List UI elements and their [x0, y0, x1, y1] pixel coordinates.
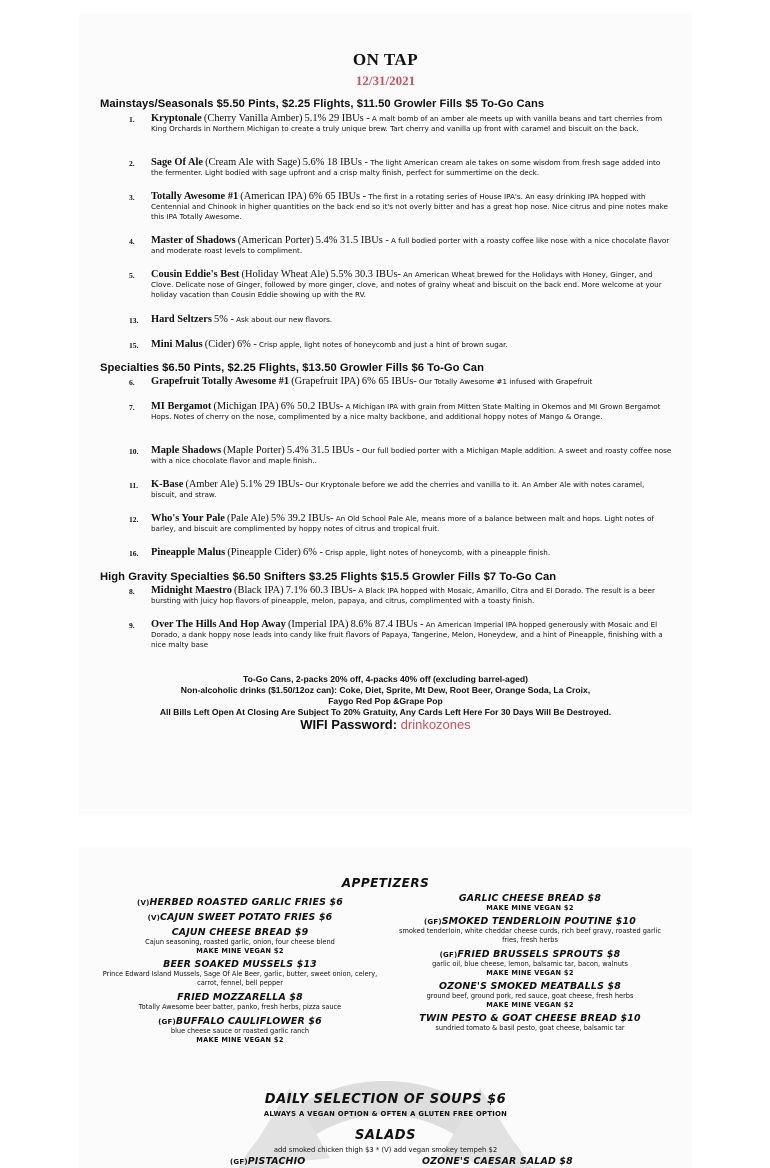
- beer-abv: 6% -: [303, 547, 323, 558]
- beer-name: Cousin Eddie's Best: [151, 269, 240, 280]
- wifi-line: [80, 717, 691, 732]
- dish-description: garlic oil, blue cheese, lemon, balsamic tar, bacon, walnuts: [432, 960, 628, 968]
- beer-description: Ask about our new flavors.: [236, 315, 333, 324]
- dish-name: CAJUN CHEESE BREAD $9: [171, 927, 309, 938]
- menu-footer-note: Faygo Red Pop &Grape Pop: [328, 696, 443, 706]
- beer-item: [129, 547, 672, 558]
- beer-style: (Holiday Wheat Ale): [241, 269, 329, 280]
- beer-style: (Cherry Vanilla Amber): [203, 113, 303, 124]
- beer-name: Who's Your Pale: [151, 513, 225, 524]
- beer-abv: 7.1% 60.3 IBUs-: [285, 585, 357, 596]
- menu-dish: [390, 893, 670, 912]
- item-number: 5.: [129, 271, 135, 280]
- beer-item: [129, 513, 672, 534]
- dish-name: HERBED ROASTED GARLIC FRIES $6: [149, 897, 343, 908]
- beer-item: [129, 376, 672, 387]
- beer-style: (Amber Ale): [185, 479, 239, 490]
- beer-style: (Black IPA): [234, 585, 284, 596]
- dish-description: Totally Awesome beer batter, panko, fresh herbs, pizza sauce: [138, 1003, 342, 1011]
- menu-dish: [100, 927, 380, 955]
- beer-item: [129, 401, 672, 422]
- beer-item: [129, 314, 672, 325]
- beer-item: [129, 269, 672, 300]
- item-number: 15.: [129, 341, 139, 350]
- beer-item: [129, 445, 672, 466]
- beer-abv: 6% 50.2 IBUs-: [280, 401, 344, 412]
- beer-description: An American Wheat brewed for the Holidays with Honey, Ginger, and Clove. Delicate nose of Ginger, followed by more ginger, clove, and notes of grainy wheat and biscuit on the back end. More welcome at your holiday vacation than Cousin Eddie showing up with the RV.: [151, 270, 662, 299]
- soups-note: ALWAYS A VEGAN OPTION & OFTEN A GLUTEN FREE OPTION: [263, 1110, 508, 1118]
- beer-description: A Black IPA hopped with Mosaic, Amarillo, Citra and El Dorado. The result is a beer bursting with juicy hop flavors of pineapple, melon, papaya, and citrus, complimented with a toasty finish.: [151, 586, 655, 605]
- beer-description: A Michigan IPA with grain from Mitten State Malting in Okemos and MI Grown Bergamot Hops. Notes of cherry on the nose, complimented by a nice malty backbone, and additional hoppy notes of Mango & Orange.: [151, 402, 661, 421]
- salad-pistachio: [230, 1156, 305, 1167]
- beer-description: Our Kryptonale before we add the cherries and vanilla to it. An Amber Ale with notes caramel, biscuit, and straw.: [151, 480, 645, 499]
- beer-abv: 5.4% 31.5 IBUs -: [315, 235, 389, 246]
- dish-name: FRIED BRUSSELS SPROUTS $8: [457, 949, 621, 960]
- item-number: 16.: [129, 549, 139, 558]
- dish-tag: (GF): [439, 951, 458, 959]
- vegan-option: MAKE MINE VEGAN $2: [486, 969, 574, 977]
- beer-item: [129, 619, 672, 650]
- beer-description: An American Imperial IPA hopped generously with Mosaic and El Dorado, a dank hoppy nose leads into candy like fruit flavors of Papaya, Tangerine, Melon, Honeydew, and a hint of Pineapple, finishing with a nice malty base: [151, 620, 663, 649]
- item-number: 12.: [129, 515, 139, 524]
- beer-item: [129, 339, 672, 350]
- dish-description: Cajun seasoning, roasted garlic, onion, four cheese blend: [145, 938, 335, 946]
- beer-item: [129, 479, 672, 500]
- beer-abv: 6% -: [236, 339, 257, 350]
- beer-description: Our full bodied porter with a Michigan Maple addition. A sweet and roasty coffee nose with a nice chocolate flavor and maple finish..: [151, 446, 672, 465]
- menu-dish: [100, 897, 380, 908]
- dish-tag: (V): [147, 914, 161, 922]
- beer-style: (Maple Porter): [223, 445, 285, 456]
- beer-style: (Grapefruit IPA): [291, 376, 360, 387]
- item-number: 10.: [129, 447, 139, 456]
- appetizers-left-column: [100, 897, 380, 1048]
- dish-name: OZONE'S SMOKED MEATBALLS $8: [439, 981, 621, 992]
- beer-abv: 5.6% 18 IBUs -: [302, 157, 368, 168]
- beer-style: (Pale Ale): [227, 513, 269, 524]
- beer-name: K-Base: [151, 479, 184, 490]
- dish-name: FRIED MOZZARELLA $8: [177, 992, 303, 1003]
- item-number: 2.: [129, 159, 135, 168]
- vegan-option: MAKE MINE VEGAN $2: [196, 947, 284, 955]
- beer-item: [129, 585, 672, 606]
- dish-tag: (GF): [230, 1158, 248, 1166]
- on-tap-menu-page: [80, 14, 691, 814]
- menu-footer-note: Non-alcoholic drinks ($1.50/12oz can): Coke, Diet, Sprite, Mt Dew, Root Beer, Orange Soda, La Croix,: [180, 685, 591, 695]
- menu-dish: [100, 912, 380, 923]
- beer-abv: 5.4% 31.5 IBUs -: [286, 445, 360, 456]
- beer-abv: 5% 39.2 IBUs-: [271, 513, 334, 524]
- beer-abv: 8.6% 87.4 IBUs -: [350, 619, 424, 630]
- beer-name: MI Bergamot: [151, 401, 212, 412]
- dish-description: sundried tomato & basil pesto, goat cheese, balsamic tar: [435, 1024, 625, 1032]
- dish-name: BEER SOAKED MUSSELS $13: [163, 959, 317, 970]
- menu-dish: [390, 949, 670, 977]
- beer-style: (Pineapple Cider): [227, 547, 301, 558]
- menu-date: 12/31/2021: [355, 73, 416, 88]
- menu-dish: [390, 916, 670, 945]
- dish-name: TWIN PESTO & GOAT CHEESE BREAD $10: [419, 1013, 641, 1024]
- beer-name: Maple Shadows: [151, 445, 222, 456]
- wifi-password: drinkozones: [400, 717, 471, 732]
- beer-abv: 5% -: [214, 314, 234, 325]
- item-number: 1.: [129, 115, 135, 124]
- dish-name: SMOKED TENDERLOIN POUTINE $10: [441, 916, 636, 927]
- dish-name: GARLIC CHEESE BREAD $8: [458, 893, 602, 904]
- item-number: 13.: [129, 316, 139, 325]
- beer-name: Totally Awesome #1: [151, 191, 239, 202]
- beer-style: (Michigan IPA): [213, 401, 279, 412]
- beer-item: [129, 157, 672, 178]
- beer-style: (American Porter): [237, 235, 314, 246]
- menu-footer-note: To-Go Cans, 2-packs 20% off, 4-packs 40% off (excluding barrel-aged): [243, 674, 528, 684]
- beer-abv: 5.1% 29 IBUs-: [240, 479, 304, 490]
- beer-style: (Cider): [204, 339, 235, 350]
- beer-description: Crisp apple, light notes of honeycomb and just a hint of brown sugar.: [258, 340, 508, 349]
- beer-item: [129, 235, 672, 256]
- beer-name: Pineapple Malus: [151, 547, 226, 558]
- beer-abv: 6% 65 IBUs -: [308, 191, 367, 202]
- beer-description: The light American cream ale takes on some wisdom from fresh sage added into the fermenter. Light bodied with sage upfront and a crisp malty finish, perfect for summertime on the deck.: [151, 158, 661, 177]
- beer-abv: 5.1% 29 IBUs -: [304, 113, 370, 124]
- dish-description: Prince Edward Island Mussels, Sage Of Ale Beer, garlic, butter, sweet onion, celery, carrot, fennel, bell pepper: [102, 970, 378, 987]
- menu-dish: [100, 992, 380, 1012]
- menu-dish: [390, 981, 670, 1009]
- beer-description: Crisp apple, light notes of honeycomb, with a pineapple finish.: [325, 548, 551, 557]
- beer-name: Midnight Maestro: [151, 585, 232, 596]
- beer-name: Over The Hills And Hop Away: [151, 619, 286, 630]
- dish-tag: (GF): [158, 1018, 176, 1026]
- dish-description: blue cheese sauce or roasted garlic ranch: [170, 1027, 310, 1035]
- salads-note: add smoked chicken thigh $3 * (V) add vegan smokey tempeh $2: [273, 1146, 498, 1154]
- beer-name: Grapefruit Totally Awesome #1: [151, 376, 290, 387]
- appetizers-heading: APPETIZERS: [341, 876, 430, 890]
- beer-name: Kryptonale: [151, 113, 202, 124]
- beer-description: The first in a rotating series of House IPA's. An easy drinking IPA hopped with Centennial and Chinook in higher quantities on the back end so it's not overly bitter and has a great hop nose. Nice citrus and pine notes make this IPA Totally Awesome.: [151, 192, 668, 221]
- dish-description: ground beef, ground pork, red sauce, goat cheese, fresh herbs: [426, 992, 634, 1000]
- beer-name: Master of Shadows: [151, 235, 236, 246]
- item-number: 11.: [129, 481, 139, 490]
- section-heading-specialties: Specialties $6.50 Pints, $2.25 Flights, $13.50 Growler Fills $6 To-Go Can: [100, 362, 484, 374]
- salads-heading: SALADS: [355, 1128, 416, 1143]
- menu-dish: [390, 1013, 670, 1033]
- menu-dish: [100, 959, 380, 988]
- dish-name: CAJUN SWEET POTATO FRIES $6: [160, 912, 333, 923]
- vegan-option: MAKE MINE VEGAN $2: [486, 904, 574, 912]
- section-heading-mainstays: Mainstays/Seasonals $5.50 Pints, $2.25 Flights, $11.50 Growler Fills $5 To-Go Cans: [100, 98, 545, 110]
- menu-dish: [100, 1016, 380, 1044]
- dish-description: smoked tenderloin, white cheddar cheese curds, rich beef gravy, roasted garlic fries, fresh herbs: [399, 927, 661, 944]
- vegan-option: MAKE MINE VEGAN $2: [196, 1036, 284, 1044]
- dish-tag: (V): [137, 899, 150, 907]
- appetizers-right-column: [390, 893, 670, 1037]
- beer-item: [129, 191, 672, 222]
- beer-abv: 5.5% 30.3 IBUs-: [330, 269, 401, 280]
- beer-name: Mini Malus: [151, 339, 203, 350]
- menu-footer-note: All Bills Left Open At Closing Are Subject To 20% Gratuity, Any Cards Left Here For 30 Days Will Be Destroyed.: [159, 707, 612, 717]
- dish-name: BUFFALO CAULIFLOWER $6: [175, 1016, 322, 1027]
- beer-description: A malt bomb of an amber ale meets up with vanilla beans and tart cherries from King Orchards in Northern Michigan to create a truly unique brew. Tart cherry and vanilla up front with caramel and biscuit on the back.: [151, 114, 663, 133]
- beer-description: A full bodied porter with a roasty coffee like nose with a nice chocolate flavor and moderate roast levels to compliment.: [151, 236, 670, 255]
- item-number: 4.: [129, 237, 135, 246]
- item-number: 6.: [129, 378, 135, 387]
- beer-style: (Imperial IPA): [287, 619, 349, 630]
- beer-style: (Cream Ale with Sage): [205, 157, 301, 168]
- beer-style: (American IPA): [240, 191, 307, 202]
- item-number: 8.: [129, 587, 135, 596]
- food-menu-page: [80, 848, 691, 1168]
- salad-caesar: OZONE'S CAESAR SALAD $8: [422, 1156, 573, 1167]
- beer-description: An Old School Pale Ale, means more of a balance between malt and hops. Light notes of barley, and biscuit are complimented by hoppy notes of citrus and tropical fruit.: [151, 514, 654, 533]
- beer-abv: 6% 65 IBUs-: [361, 376, 417, 387]
- dish-name: PISTACHIO: [247, 1156, 306, 1167]
- item-number: 7.: [129, 403, 135, 412]
- dish-tag: (GF): [424, 918, 442, 926]
- soups-heading: DAILY SELECTION OF SOUPS $6: [264, 1092, 507, 1107]
- beer-description: Our Totally Awesome #1 infused with Grapefruit: [418, 377, 593, 386]
- vegan-option: MAKE MINE VEGAN $2: [486, 1001, 574, 1009]
- beer-name: Sage Of Ale: [151, 157, 203, 168]
- section-heading-high-gravity: High Gravity Specialties $6.50 Snifters $3.25 Flights $15.5 Growler Fills $7 To-Go Can: [100, 571, 557, 583]
- menu-title: ON TAP: [352, 50, 419, 69]
- beer-item: [129, 113, 672, 134]
- wifi-label: WIFI Password:: [300, 717, 401, 732]
- item-number: 9.: [129, 621, 135, 630]
- item-number: 3.: [129, 193, 135, 202]
- beer-name: Hard Seltzers: [151, 314, 212, 325]
